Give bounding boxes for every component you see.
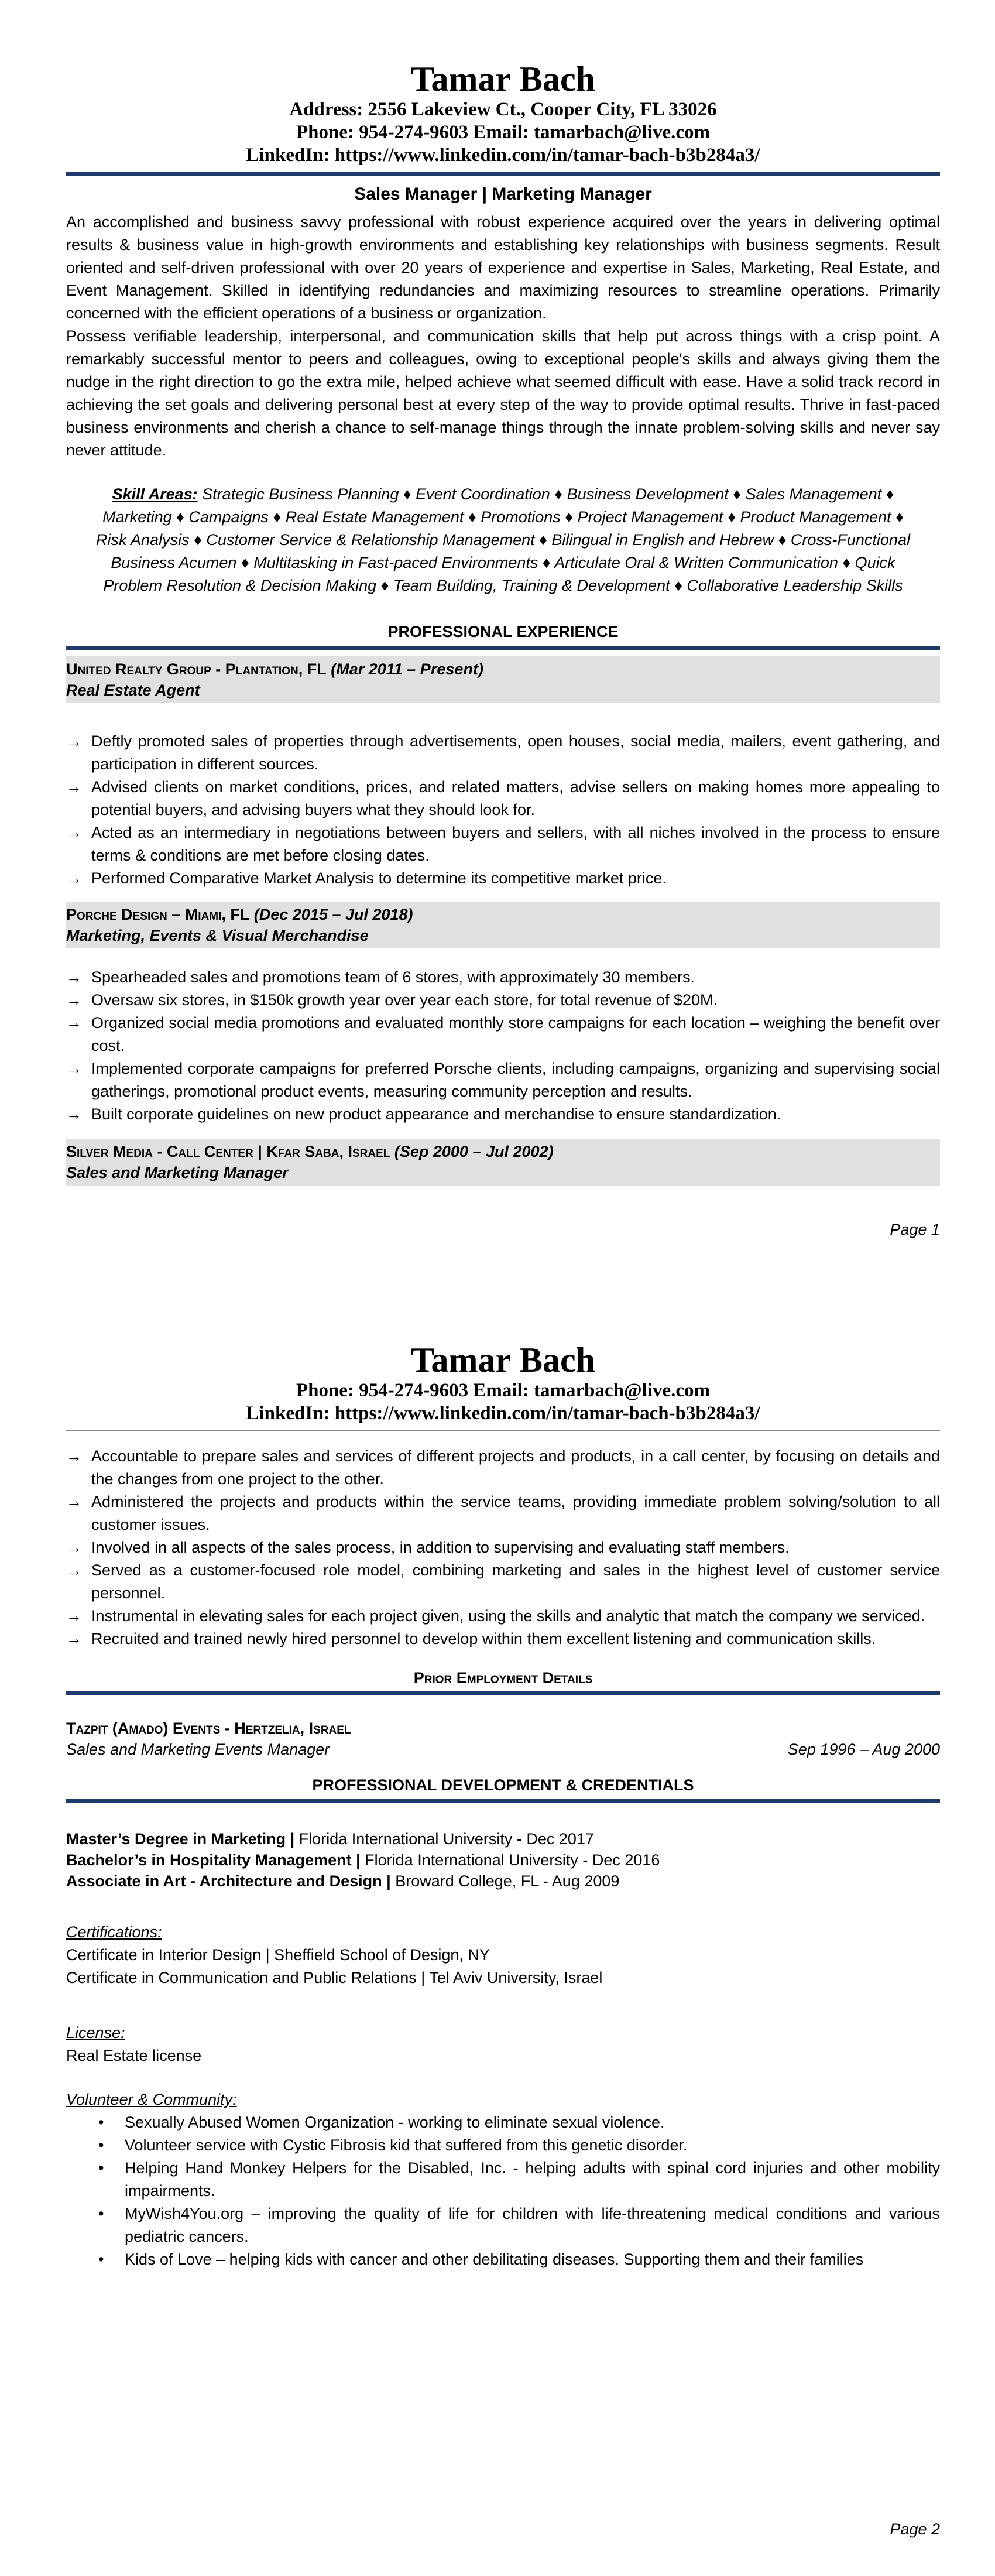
arrow-icon: → xyxy=(66,1447,82,1465)
bullet-text: Recruited and trained newly hired personnel to develop within them excellent listening and communication skills. xyxy=(91,1630,876,1647)
job-bullets xyxy=(66,966,940,1126)
bullet-item xyxy=(66,1628,940,1650)
address: Address: 2556 Lakeview Ct., Cooper City, FL 33026 xyxy=(289,99,717,120)
arrow-icon: → xyxy=(66,1630,82,1647)
bullet-text: Performed Comparative Market Analysis to determine its competitive market price. xyxy=(91,869,667,887)
arrow-icon: → xyxy=(66,1539,82,1556)
volunteer-text: Helping Hand Monkey Helpers for the Disabled, Inc. - helping adults with spinal cord injuries and other mobility impairments. xyxy=(125,2159,940,2200)
bullet-text: Deftly promoted sales of properties through advertisements, open houses, social media, mailers, event gathering, and participation in different sources. xyxy=(91,732,940,773)
bullet-item xyxy=(66,730,940,776)
page-2-content xyxy=(66,1288,940,2271)
bullet-icon: • xyxy=(98,2136,104,2154)
job-header xyxy=(66,902,940,948)
arrow-icon: → xyxy=(66,824,82,841)
job-header xyxy=(66,1139,940,1186)
linkedin: LinkedIn: https://www.linkedin.com/in/tamar-bach-b3b284a3/ xyxy=(246,145,760,166)
volunteer-item xyxy=(66,2202,940,2248)
bullet-item xyxy=(66,989,940,1012)
volunteer-text: Sexually Abused Women Organization - working to eliminate sexual violence. xyxy=(125,2113,665,2131)
divider xyxy=(66,646,940,650)
bullet-icon: • xyxy=(98,2205,104,2222)
job-bullets xyxy=(66,1445,940,1650)
bullet-text: Oversaw six stores, in $150k growth year over year each store, for total revenue of $20M. xyxy=(91,991,718,1009)
bullet-text: Involved in all aspects of the sales process, in addition to supervising and evaluating staff members. xyxy=(91,1539,790,1556)
divider xyxy=(66,1799,940,1803)
job-bullets xyxy=(66,730,940,890)
degree-name: Master’s Degree in Marketing | xyxy=(66,1830,295,1848)
bullet-item xyxy=(66,1536,940,1559)
bullet-item xyxy=(66,867,940,890)
volunteer-item xyxy=(66,2157,940,2202)
degree-school: Broward College, FL - Aug 2009 xyxy=(390,1872,620,1890)
bullet-text: Instrumental in elevating sales for each project given, using the skills and analytic that match the company we serviced. xyxy=(91,1607,925,1625)
page-number: Page 1 xyxy=(890,1221,940,1238)
volunteer-list xyxy=(66,2111,940,2271)
arrow-icon: → xyxy=(66,1014,82,1032)
candidate-name: Tamar Bach xyxy=(410,1341,596,1379)
degree-name: Associate in Art - Architecture and Design | xyxy=(66,1872,391,1890)
volunteer-item xyxy=(66,2134,940,2157)
bullet-icon: • xyxy=(98,2250,104,2268)
summary-paragraph: Possess verifiable leadership, interpersonal, and communication skills that help put across things with a crisp point. A remarkably successful mentor to peers and colleagues, owing to exceptional people's skills and always giving them the nudge in the right direction to go the extra mile, helped achieve what seemed difficult with ease. Have a solid track record in achieving the set goals and delivering personal best at every step of the way to provide optimal results. Thrive in fast-paced business environments and cherish a chance to self-manage things through the innate problem-solving skills and never say never attitude. xyxy=(66,327,940,459)
bullet-item xyxy=(66,1103,940,1126)
prior-dates: Sep 1996 – Aug 2000 xyxy=(787,1741,940,1758)
arrow-icon: → xyxy=(66,1607,82,1625)
section-heading-prior: Prior Employment Details xyxy=(413,1669,593,1687)
bullet-item xyxy=(66,1605,940,1628)
company: United Realty Group - Plantation, FL xyxy=(66,660,327,678)
bullet-text: Administered the projects and products within the service teams, providing immediate problem solving/solution to all customer issues. xyxy=(91,1493,940,1533)
bullet-text: Acted as an intermediary in negotiations between buyers and sellers, with all niches involved in the process to ensure terms & conditions are met before closing dates. xyxy=(91,824,940,864)
bullet-item xyxy=(66,1491,940,1536)
section-heading-experience: PROFESSIONAL EXPERIENCE xyxy=(387,623,619,640)
page-2 xyxy=(0,1288,995,2576)
skill-areas-list: Strategic Business Planning ♦ Event Coordination ♦ Business Development ♦ Sales Management ♦ Marketing ♦ Campaigns ♦ Real Estate Management ♦ Promotions ♦ Project Management ♦ Product Management ♦ Risk Analysis ♦ Customer Service & Relationship Management ♦ Bilingual in English and Hebrew ♦ Cross-Functional Business Acumen ♦ Multitasking in Fast-paced Environments ♦ Articulate Oral & Written Communication ♦ Quick Problem Resolution & Decision Making ♦ Team Building, Training & Development ♦ Collaborative Leadership Skills xyxy=(96,485,910,594)
bullet-item xyxy=(66,776,940,821)
degree-item xyxy=(66,1849,940,1871)
bullet-item xyxy=(66,966,940,989)
degree-name: Bachelor’s in Hospitality Management | xyxy=(66,1851,361,1869)
arrow-icon: → xyxy=(66,1060,82,1077)
bullet-item xyxy=(66,1012,940,1057)
bullet-text: Organized social media promotions and evaluated monthly store campaigns for each location – weighing the benefit over cost. xyxy=(91,1014,940,1054)
candidate-name: Tamar Bach xyxy=(410,60,596,98)
divider xyxy=(66,172,940,176)
bullet-text: Implemented corporate campaigns for preferred Porsche clients, including campaigns, organizing and supervising social gatherings, promotional product events, measuring community perception and results. xyxy=(91,1060,940,1100)
job-title: Sales Manager | Marketing Manager xyxy=(354,184,652,204)
bullet-text: Served as a customer-focused role model, combining marketing and sales in the highest level of customer service personnel. xyxy=(91,1561,940,1602)
arrow-icon: → xyxy=(66,732,82,750)
arrow-icon: → xyxy=(66,869,82,887)
skill-areas-label: Skill Areas: xyxy=(112,485,198,503)
volunteer-item xyxy=(66,2111,940,2134)
volunteer-text: Kids of Love – helping kids with cancer and other debilitating diseases. Supporting them and their families xyxy=(125,2250,864,2268)
summary-paragraph: An accomplished and business savvy professional with robust experience acquired over the years in delivering optimal results & business value in high-growth environments and establishing key relationships with business segments. Result oriented and self-driven professional with over 20 years of experience and expertise in Sales, Marketing, Real Estate, and Event Management. Skilled in identifying redundancies and maximizing resources to streamline operations. Primarily concerned with the efficient operations of a business or organization. xyxy=(66,213,940,322)
prior-role-row xyxy=(66,1739,940,1760)
page-number: Page 2 xyxy=(890,2520,940,2538)
degree-school: Florida International University - Dec 2016 xyxy=(360,1851,660,1869)
volunteer-text: Volunteer service with Cystic Fibrosis kid that suffered from this genetic disorder. xyxy=(125,2136,688,2154)
degree-item xyxy=(66,1828,940,1849)
bullet-text: Accountable to prepare sales and services of different projects and products, in a call center, by focusing on details and the changes from one project to the other. xyxy=(91,1447,940,1488)
volunteer-item xyxy=(66,2248,940,2271)
arrow-icon: → xyxy=(66,968,82,986)
degree-item xyxy=(66,1871,940,1892)
phone-email: Phone: 954-274-9603 Email: tamarbach@live.com xyxy=(296,122,711,143)
arrow-icon: → xyxy=(66,1561,82,1579)
certifications-label: Certifications: xyxy=(66,1923,162,1941)
bullet-icon: • xyxy=(98,2159,104,2177)
job-role: Sales and Marketing Manager xyxy=(66,1164,289,1181)
phone-email: Phone: 954-274-9603 Email: tamarbach@live.com xyxy=(296,1380,711,1401)
volunteer-label: Volunteer & Community: xyxy=(66,2091,237,2108)
bullet-text: Advised clients on market conditions, prices, and related matters, advise sellers on making homes more appealing to potential buyers, and advising buyers what they should look for. xyxy=(91,778,940,818)
arrow-icon: → xyxy=(66,1493,82,1510)
job-header xyxy=(66,656,940,703)
degree-school: Florida International University - Dec 2017 xyxy=(294,1830,594,1848)
company: Porche Design – Miami, FL xyxy=(66,906,250,923)
job-role: Real Estate Agent xyxy=(66,681,200,699)
license-label: License: xyxy=(66,2024,125,2041)
arrow-icon: → xyxy=(66,778,82,796)
bullet-item xyxy=(66,1445,940,1491)
bullet-icon: • xyxy=(98,2113,104,2131)
bullet-text: Built corporate guidelines on new product appearance and merchandise to ensure standardization. xyxy=(91,1105,781,1123)
volunteer-text: MyWish4You.org – improving the quality of life for children with life-threatening medical conditions and various pediatric cancers. xyxy=(125,2205,940,2245)
linkedin: LinkedIn: https://www.linkedin.com/in/tamar-bach-b3b284a3/ xyxy=(246,1403,760,1424)
job-dates: (Sep 2000 – Jul 2002) xyxy=(394,1143,554,1160)
job-dates: (Mar 2011 – Present) xyxy=(331,660,483,678)
arrow-icon: → xyxy=(66,1105,82,1123)
bullet-text: Spearheaded sales and promotions team of 6 stores, with approximately 30 members. xyxy=(91,968,695,986)
skill-areas xyxy=(66,483,940,597)
certification: Certificate in Communication and Public Relations | Tel Aviv University, Israel xyxy=(66,1969,603,1986)
company: Silver Media - Call Center | Kfar Saba, Israel xyxy=(66,1143,390,1160)
bullet-item xyxy=(66,1057,940,1103)
prior-role: Sales and Marketing Events Manager xyxy=(66,1741,330,1758)
certification: Certificate in Interior Design | Sheffield School of Design, NY xyxy=(66,1946,490,1964)
arrow-icon: → xyxy=(66,991,82,1009)
degrees-list xyxy=(66,1828,940,1892)
job-dates: (Dec 2015 – Jul 2018) xyxy=(253,906,413,923)
prior-company: Tazpit (Amado) Events - Hertzelia, Israel xyxy=(66,1719,351,1737)
section-heading-credentials: PROFESSIONAL DEVELOPMENT & CREDENTIALS xyxy=(312,1776,694,1794)
divider xyxy=(66,1691,940,1695)
page-1-content xyxy=(66,0,940,1186)
license: Real Estate license xyxy=(66,2047,202,2064)
bullet-item xyxy=(66,1559,940,1605)
bullet-item xyxy=(66,821,940,867)
job-role: Marketing, Events & Visual Merchandise xyxy=(66,927,369,944)
